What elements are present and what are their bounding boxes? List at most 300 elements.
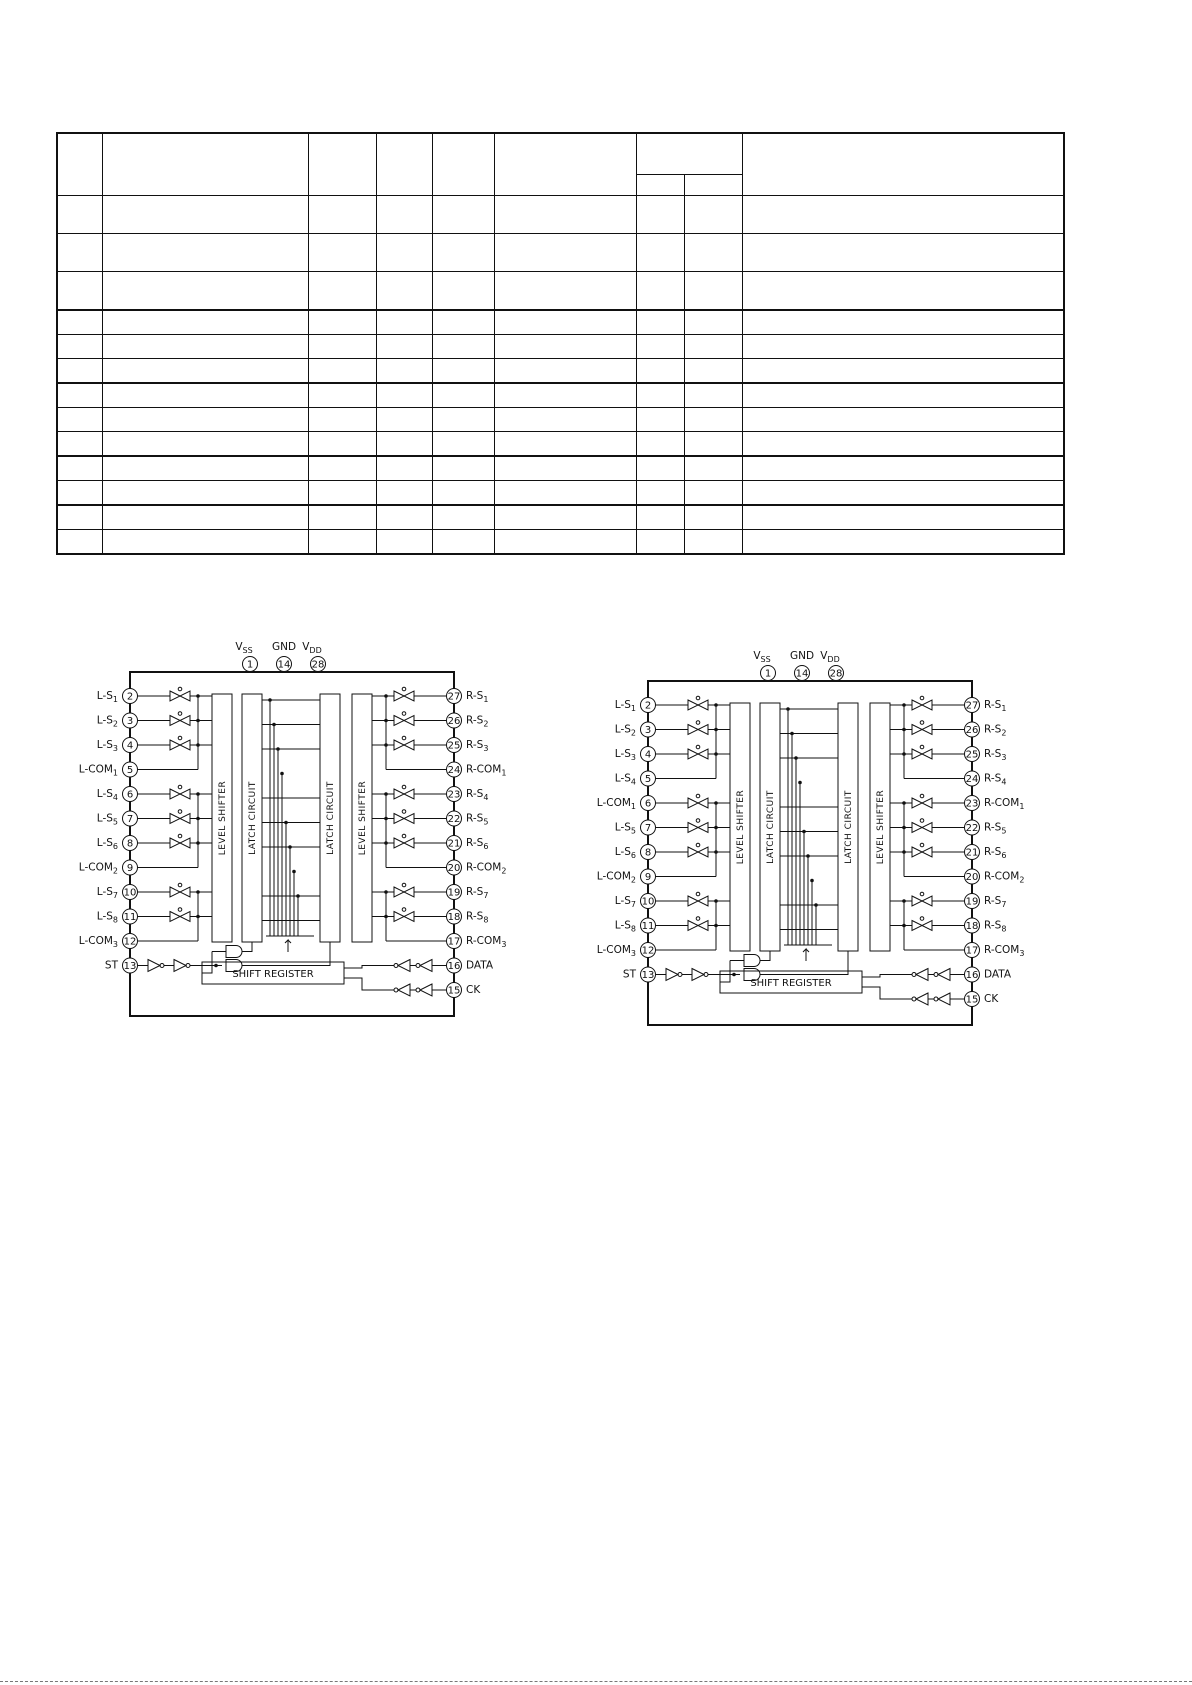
table-cell (494, 505, 636, 530)
transmission-gate-icon (912, 843, 932, 857)
table-cell (432, 481, 494, 506)
table-row (57, 383, 1064, 408)
pin-number: 12 (123, 936, 137, 948)
table-cell (494, 481, 636, 506)
right-pin-label (466, 911, 488, 925)
pin-label-text: R-COM (466, 861, 502, 874)
pin-number: 9 (644, 872, 652, 883)
transmission-gate-icon (170, 736, 190, 750)
pin-number: 7 (126, 814, 134, 825)
wire (862, 987, 912, 999)
pin-label-subscript: 6 (483, 842, 489, 851)
right-pin-label (466, 984, 481, 996)
pin-label-text: DATA (466, 959, 494, 972)
pin-number: 25 (965, 749, 979, 761)
left-pin-label (97, 837, 118, 851)
pin-number: 24 (447, 765, 461, 776)
table-cell (57, 335, 102, 359)
pin-number: 11 (123, 912, 137, 923)
transmission-gate-icon (170, 810, 190, 824)
table-cell (308, 359, 376, 384)
table-cell (102, 408, 308, 432)
pin-label-text: L-COM (596, 870, 631, 883)
pin-label-text: L-S (614, 919, 631, 932)
block-label: LATCH CIRCUIT (248, 781, 258, 855)
inverter-icon (912, 993, 928, 1005)
buffer-icon (148, 960, 164, 972)
table-cell (684, 359, 742, 384)
right-pin-label (466, 813, 488, 827)
transmission-gate-icon (394, 883, 414, 897)
table-cell (742, 234, 1064, 272)
pin-label-text: L-S (96, 714, 113, 727)
table-cell (308, 335, 376, 359)
pin-label-text: R-S (466, 788, 484, 800)
pin-number: 26 (447, 716, 461, 727)
right-pin-label (984, 944, 1024, 958)
table-cell (376, 234, 432, 272)
table-cell (102, 383, 308, 408)
table-cell (494, 272, 636, 311)
table-cell (432, 530, 494, 555)
table-cell (684, 456, 742, 481)
table-row (57, 272, 1064, 311)
right-pin-label (466, 690, 488, 704)
pin-label-text: R-S (984, 772, 1002, 785)
table-cell (308, 408, 376, 432)
table-cell (308, 530, 376, 555)
junction-dot (798, 781, 802, 785)
transmission-gate-icon (912, 794, 932, 808)
junction-dot (272, 723, 276, 727)
pin-label-subscript: 3 (501, 940, 507, 949)
pin-number: 16 (965, 970, 979, 981)
table-cell (308, 196, 376, 234)
table-cell (742, 432, 1064, 457)
top-pin-label (302, 641, 322, 655)
junction-dot (794, 756, 798, 760)
pin-number: 5 (126, 765, 134, 776)
table-cell (57, 310, 102, 335)
table-cell (432, 359, 494, 384)
pin-number: 1 (246, 659, 254, 671)
table-cell (636, 359, 684, 384)
right-pin-label (984, 797, 1024, 811)
left-pin-label (615, 699, 636, 713)
pin-label-subscript: 1 (483, 695, 489, 704)
top-pin-label (820, 650, 840, 664)
left-pin-label (79, 764, 118, 778)
pin-label-text: R-COM (984, 797, 1020, 809)
junction-dot (268, 698, 272, 702)
pin-number: 14 (795, 668, 809, 680)
pin-label-text: R-S (466, 886, 484, 898)
pin-number: 5 (644, 774, 652, 785)
pin-label-subscript: 7 (1001, 900, 1007, 909)
transmission-gate-icon (394, 736, 414, 750)
table-cell (432, 383, 494, 408)
table-cell (636, 456, 684, 481)
table-cell (57, 196, 102, 234)
right-pin-label (984, 748, 1006, 762)
pin-label-subscript: 2 (630, 875, 636, 885)
table-cell (636, 196, 684, 234)
pin-number: 13 (641, 970, 655, 981)
pin-label-subscript: 1 (630, 802, 636, 811)
pin-number: 23 (965, 798, 979, 810)
right-pin-label (984, 724, 1006, 738)
pin-label-text: R-S (466, 739, 484, 751)
diagram-svg (580, 645, 1040, 1033)
pin-label-subscript: SS (760, 655, 771, 664)
right-pin-label (466, 886, 488, 900)
transmission-gate-icon (170, 687, 190, 701)
pin-label-text: R-S (466, 690, 484, 702)
transmission-gate-icon (394, 785, 414, 799)
transmission-gate-icon (688, 696, 708, 710)
left-pin-label (97, 739, 118, 753)
inverter-icon (416, 984, 432, 996)
pin-number: 3 (644, 725, 652, 736)
shift-register-label: SHIFT REGISTER (750, 978, 832, 989)
pin-number: 20 (447, 863, 461, 874)
pin-number: 21 (447, 838, 461, 850)
spec-table (56, 132, 1065, 555)
right-pin-label (466, 739, 488, 753)
table-cell (102, 310, 308, 335)
table-cell (684, 408, 742, 432)
table-cell (742, 272, 1064, 311)
table-cell (57, 383, 102, 408)
table-cell (376, 359, 432, 384)
junction-dot (288, 845, 292, 849)
table-cell (742, 383, 1064, 408)
pin-label-subscript: 2 (1019, 875, 1025, 885)
pin-number: 2 (126, 691, 134, 703)
right-pin-label (466, 788, 488, 802)
left-pin-label (615, 822, 636, 836)
table-header-cell (684, 175, 742, 196)
top-pin-label (272, 641, 296, 653)
pin-label-subscript: 7 (483, 891, 489, 900)
table-cell (376, 505, 432, 530)
table-cell (742, 530, 1064, 555)
transmission-gate-icon (912, 892, 932, 906)
junction-dot (810, 879, 814, 883)
right-pin-label (466, 862, 506, 876)
pin-label-text: R-COM (984, 870, 1020, 883)
pin-number: 19 (447, 887, 461, 899)
pin-label-subscript: 3 (112, 940, 118, 949)
buffer-icon (666, 969, 682, 981)
table-cell (57, 456, 102, 481)
pin-label-subscript: 2 (112, 866, 118, 876)
table-cell (636, 432, 684, 457)
transmission-gate-icon (170, 908, 190, 922)
right-pin-label (984, 846, 1006, 860)
pin-label-text: R-S (984, 699, 1002, 711)
table-cell (102, 335, 308, 359)
pin-label-subscript: DD (309, 646, 322, 655)
wire (760, 951, 770, 961)
table-cell (684, 335, 742, 359)
pin-label-text: GND (271, 641, 297, 653)
pin-label-text: R-S (984, 723, 1002, 736)
right-pin-label (984, 993, 999, 1005)
pin-number: 16 (447, 961, 461, 972)
pin-label-subscript: 4 (483, 793, 489, 802)
table-cell (494, 432, 636, 457)
pin-label-subscript: 6 (112, 842, 118, 851)
pin-label-text: V (235, 641, 243, 653)
left-pin-label (615, 920, 636, 934)
pin-label-text: R-S (466, 812, 484, 825)
table-cell (684, 481, 742, 506)
pin-label-subscript: 4 (112, 793, 118, 802)
table-header-cell (432, 133, 494, 196)
table-cell (684, 196, 742, 234)
transmission-gate-icon (688, 819, 708, 833)
pin-number: 25 (447, 740, 461, 752)
table-cell (742, 505, 1064, 530)
table-cell (308, 310, 376, 335)
table-cell (684, 272, 742, 311)
table-cell (742, 335, 1064, 359)
pin-label-subscript: 8 (1001, 924, 1007, 934)
table-cell (102, 505, 308, 530)
pin-label-text: L-S (96, 788, 113, 800)
pin-label-text: R-COM (466, 763, 502, 776)
pin-number: 15 (447, 985, 461, 997)
table-cell (308, 234, 376, 272)
pin-label-subscript: 8 (630, 924, 636, 934)
pin-label-subscript: 3 (1001, 753, 1007, 762)
table-cell (636, 408, 684, 432)
block-diagram-1 (62, 636, 522, 1024)
pin-label-text: L-COM (78, 763, 113, 776)
table-cell (432, 408, 494, 432)
pin-number: 24 (965, 774, 979, 785)
pin-label-text: L-COM (78, 935, 113, 947)
pin-label-subscript: DD (827, 655, 840, 664)
table-cell (102, 234, 308, 272)
pin-label-text: R-S (984, 846, 1002, 858)
table-cell (376, 481, 432, 506)
table-cell (57, 234, 102, 272)
junction-dot (284, 821, 288, 825)
pin-label-text: R-S (984, 748, 1002, 760)
pin-label-subscript: 2 (630, 728, 636, 738)
table-cell (308, 272, 376, 311)
junction-dot (790, 732, 794, 736)
table-cell (432, 432, 494, 457)
transmission-gate-icon (688, 917, 708, 931)
right-pin-label (466, 935, 506, 949)
table-row (57, 408, 1064, 432)
pin-number: 9 (126, 863, 134, 874)
pin-label-text: V (302, 641, 310, 653)
pin-number: 8 (644, 847, 652, 859)
right-pin-label (984, 822, 1006, 836)
pin-label-text: DATA (984, 968, 1012, 981)
top-pin-label (753, 650, 770, 664)
pin-number: 6 (126, 789, 134, 801)
table-cell (494, 530, 636, 555)
inverter-icon (394, 984, 410, 996)
transmission-gate-icon (912, 917, 932, 931)
table-row (57, 196, 1064, 234)
block-label: LATCH CIRCUIT (766, 790, 776, 864)
table-cell (494, 234, 636, 272)
pin-label-text: L-S (614, 772, 631, 785)
table-cell (432, 310, 494, 335)
table-cell (742, 359, 1064, 384)
right-pin-label (984, 969, 1012, 981)
transmission-gate-icon (912, 819, 932, 833)
block-label: LEVEL SHIFTER (736, 789, 746, 865)
table-cell (57, 505, 102, 530)
pin-label-subscript: 2 (483, 719, 489, 729)
table-cell (376, 310, 432, 335)
pin-label-subscript: 1 (1019, 802, 1025, 811)
transmission-gate-icon (912, 696, 932, 710)
junction-dot (214, 964, 218, 968)
left-pin-label (97, 715, 118, 729)
left-pin-label (97, 911, 118, 925)
table-cell (494, 359, 636, 384)
pin-label-text: CK (984, 993, 999, 1005)
left-pin-label (97, 886, 118, 900)
pin-label-subscript: SS (242, 646, 253, 655)
table-cell (494, 335, 636, 359)
pin-label-subscript: 5 (630, 826, 636, 836)
table-cell (684, 383, 742, 408)
table-header-cell (57, 133, 102, 196)
pin-number: 13 (123, 961, 137, 972)
transmission-gate-icon (394, 687, 414, 701)
table-cell (376, 272, 432, 311)
table-cell (308, 383, 376, 408)
pin-label-subscript: 1 (112, 695, 118, 704)
table-cell (636, 530, 684, 555)
bus-arrow-icon (803, 949, 809, 961)
table-cell (57, 481, 102, 506)
table-cell (742, 196, 1064, 234)
table-cell (308, 432, 376, 457)
transmission-gate-icon (170, 883, 190, 897)
pin-label-text: ST (622, 968, 636, 981)
pin-number: 4 (644, 749, 652, 761)
left-pin-label (105, 960, 119, 972)
bus-arrow-icon (285, 940, 291, 952)
transmission-gate-icon (688, 794, 708, 808)
table-cell (494, 456, 636, 481)
table-header-cell (308, 133, 376, 196)
pin-label-text: L-S (614, 723, 631, 736)
pin-number: 14 (277, 659, 291, 671)
table-cell (376, 530, 432, 555)
table-cell (102, 272, 308, 311)
diagram-svg (62, 636, 522, 1024)
table-cell (57, 272, 102, 311)
right-pin-label (984, 920, 1006, 934)
junction-dot (276, 747, 280, 751)
junction-dot (732, 973, 736, 977)
table-header-cell (636, 175, 684, 196)
pin-number: 3 (126, 716, 134, 727)
pin-label-text: ST (104, 959, 118, 972)
transmission-gate-icon (912, 721, 932, 735)
table-header-cell (494, 133, 636, 196)
table-cell (102, 530, 308, 555)
transmission-gate-icon (912, 745, 932, 759)
pin-number: 20 (965, 872, 979, 883)
table-cell (308, 481, 376, 506)
top-pin-label (790, 650, 814, 662)
table-cell (636, 234, 684, 272)
pin-label-text: R-S (984, 821, 1002, 834)
table-cell (102, 359, 308, 384)
pin-label-text: L-COM (596, 797, 631, 809)
table-header-cell (376, 133, 432, 196)
pin-label-text: L-S (614, 846, 631, 858)
table-row (57, 335, 1064, 359)
pin-number: 10 (123, 887, 137, 899)
table-cell (494, 408, 636, 432)
pin-label-text: L-S (96, 690, 113, 702)
table-cell (494, 310, 636, 335)
table-cell (494, 196, 636, 234)
table-cell (376, 196, 432, 234)
table-row (57, 432, 1064, 457)
pin-number: 19 (965, 896, 979, 908)
and-gate-icon (226, 946, 242, 958)
left-pin-label (623, 969, 637, 981)
junction-dot (296, 894, 300, 898)
table-cell (376, 408, 432, 432)
pin-label-subscript: 3 (630, 753, 636, 762)
pin-number: 18 (965, 921, 979, 932)
pin-label-text: V (820, 650, 828, 662)
pin-number: 2 (644, 700, 652, 712)
table-row (57, 234, 1064, 272)
right-pin-label (984, 699, 1006, 713)
pin-label-subscript: 7 (112, 891, 118, 900)
inverter-icon (912, 969, 928, 981)
pin-label-subscript: 4 (630, 777, 636, 787)
pin-label-text: L-S (614, 821, 631, 834)
transmission-gate-icon (394, 810, 414, 824)
table-cell (684, 234, 742, 272)
junction-dot (786, 707, 790, 711)
transmission-gate-icon (688, 843, 708, 857)
pin-number: 8 (126, 838, 134, 850)
left-pin-label (97, 690, 118, 704)
table-cell (636, 383, 684, 408)
block-label: LATCH CIRCUIT (326, 781, 336, 855)
pin-number: 22 (965, 823, 979, 834)
pin-number: 26 (965, 725, 979, 736)
junction-dot (814, 903, 818, 907)
pin-label-text: L-COM (596, 944, 631, 956)
table-header-cell (636, 133, 742, 175)
table-cell (376, 432, 432, 457)
table-cell (432, 335, 494, 359)
inverter-icon (934, 969, 950, 981)
table-cell (636, 272, 684, 311)
pin-label-text: L-S (614, 748, 631, 760)
pin-number: 23 (447, 789, 461, 801)
